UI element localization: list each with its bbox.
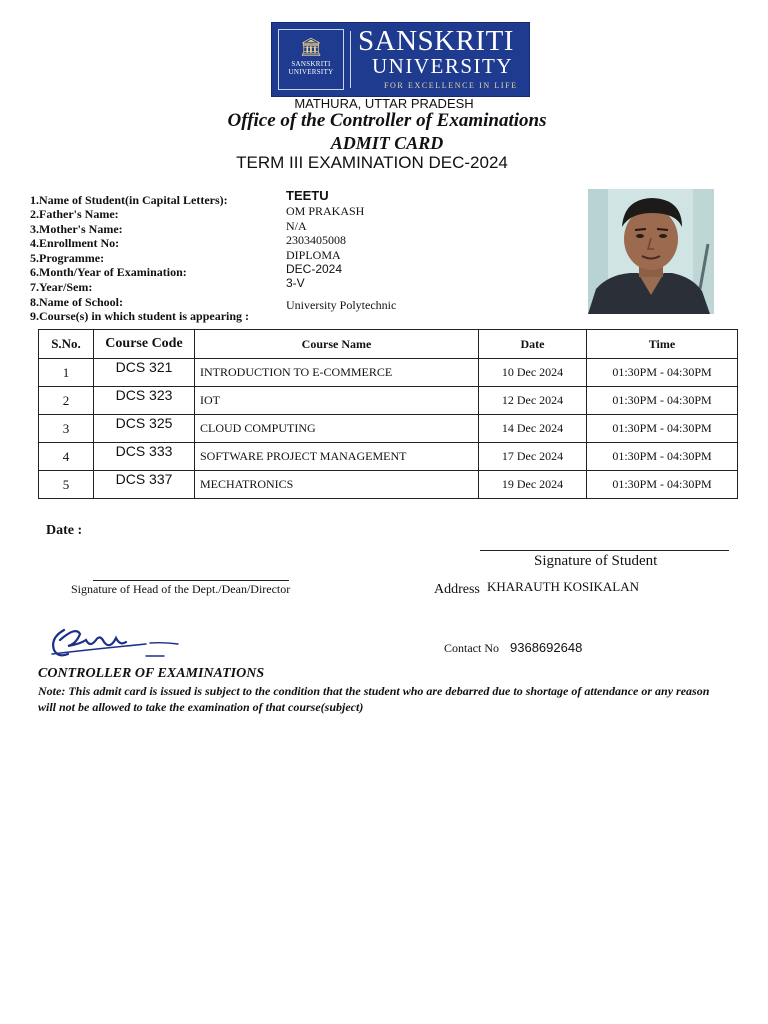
label-courses: 9.Course(s) in which student is appearing : (30, 309, 250, 323)
document-title: ADMIT CARD (330, 133, 444, 153)
school-name: University Polytechnic (286, 298, 397, 312)
table-row (39, 443, 738, 471)
date-label: Date : (46, 523, 83, 538)
head-signature-label: Signature of Head of the Dept./Dean/Director (71, 582, 291, 596)
cell-sno: 2 (39, 387, 94, 415)
university-location: MATHURA, UTTAR PRADESH (294, 96, 474, 111)
header-sno: S.No. (39, 330, 94, 359)
cell-course-name: CLOUD COMPUTING (195, 415, 479, 443)
table-row (39, 471, 738, 499)
cell-time: 01:30PM - 04:30PM (587, 471, 738, 499)
cell-date: 10 Dec 2024 (479, 359, 587, 387)
cell-course-name: SOFTWARE PROJECT MANAGEMENT (195, 443, 479, 471)
student-signature-label: Signature of Student (534, 553, 658, 569)
student-signature-line (480, 550, 729, 551)
label-year-sem: 7.Year/Sem: (30, 280, 93, 294)
cell-course-code: DCS 333 (94, 443, 195, 471)
table-row (39, 387, 738, 415)
label-enrollment-no: 4.Enrollment No: (30, 236, 120, 250)
student-photo-image (588, 189, 714, 314)
header-course-name: Course Name (195, 330, 479, 359)
cell-time: 01:30PM - 04:30PM (587, 415, 738, 443)
cell-sno: 4 (39, 443, 94, 471)
cell-sno: 1 (39, 359, 94, 387)
enrollment-no: 2303405008 (286, 233, 346, 247)
cell-course-code: DCS 337 (94, 471, 195, 499)
address-value: KHARAUTH KOSIKALAN (487, 579, 640, 594)
table-row (39, 415, 738, 443)
label-programme: 5.Programme: (30, 251, 105, 265)
label-mother-name: 3.Mother's Name: (30, 222, 123, 236)
cell-sno: 3 (39, 415, 94, 443)
cell-course-code: DCS 323 (94, 387, 195, 415)
head-signature-line (93, 580, 289, 581)
table-header-row (39, 330, 738, 359)
cell-course-code: DCS 321 (94, 359, 195, 387)
cell-time: 01:30PM - 04:30PM (587, 387, 738, 415)
logo-tagline: FOR EXCELLENCE IN LIFE (384, 81, 518, 90)
programme: DIPLOMA (286, 248, 341, 262)
cell-course-name: IOT (195, 387, 479, 415)
exam-month-year: DEC-2024 (286, 262, 343, 276)
contact-value: 9368692648 (510, 640, 583, 655)
admit-card-note: Note: This admit card is issued is subject to the condition that the student who are debarred due to shortage of attendance or any reason will not be allowed to take the examination of that course(subject) (38, 684, 710, 714)
university-logo (271, 22, 530, 97)
logo-university: UNIVERSITY (372, 54, 513, 78)
cell-date: 19 Dec 2024 (479, 471, 587, 499)
label-student-name: 1.Name of Student(in Capital Letters): (30, 193, 228, 207)
logo-name: SANSKRITI (358, 25, 514, 57)
cell-time: 01:30PM - 04:30PM (587, 443, 738, 471)
courses-table (38, 329, 738, 499)
cell-course-name: MECHATRONICS (195, 471, 479, 499)
exam-title: TERM III EXAMINATION DEC-2024 (236, 153, 508, 172)
student-photo (588, 189, 714, 314)
logo-emblem-text: SANSKRITI UNIVERSITY (288, 60, 334, 76)
cell-sno: 5 (39, 471, 94, 499)
cell-date: 14 Dec 2024 (479, 415, 587, 443)
cell-date: 12 Dec 2024 (479, 387, 587, 415)
label-exam-month-year: 6.Month/Year of Examination: (30, 265, 187, 279)
building-emblem-icon: 🏛 SANSKRITI UNIVERSITY (278, 29, 344, 90)
controller-title: CONTROLLER OF EXAMINATIONS (38, 666, 265, 681)
table-row (39, 359, 738, 387)
logo-divider (350, 31, 351, 88)
header-date: Date (479, 330, 587, 359)
header-course-code: Course Code (94, 330, 195, 359)
student-name: TEETU (286, 188, 329, 203)
label-father-name: 2.Father's Name: (30, 207, 119, 221)
label-school: 8.Name of School: (30, 295, 123, 309)
cell-date: 17 Dec 2024 (479, 443, 587, 471)
controller-signature (46, 620, 186, 662)
cell-course-name: INTRODUCTION TO E-COMMERCE (195, 359, 479, 387)
father-name: OM PRAKASH (286, 204, 365, 218)
office-title: Office of the Controller of Examinations (227, 110, 547, 131)
contact-label: Contact No (444, 641, 499, 655)
cell-course-code: DCS 325 (94, 415, 195, 443)
mother-name: N/A (286, 219, 307, 233)
cell-time: 01:30PM - 04:30PM (587, 359, 738, 387)
header-time: Time (587, 330, 738, 359)
address-label: Address (434, 582, 480, 597)
year-sem: 3-V (286, 276, 305, 290)
